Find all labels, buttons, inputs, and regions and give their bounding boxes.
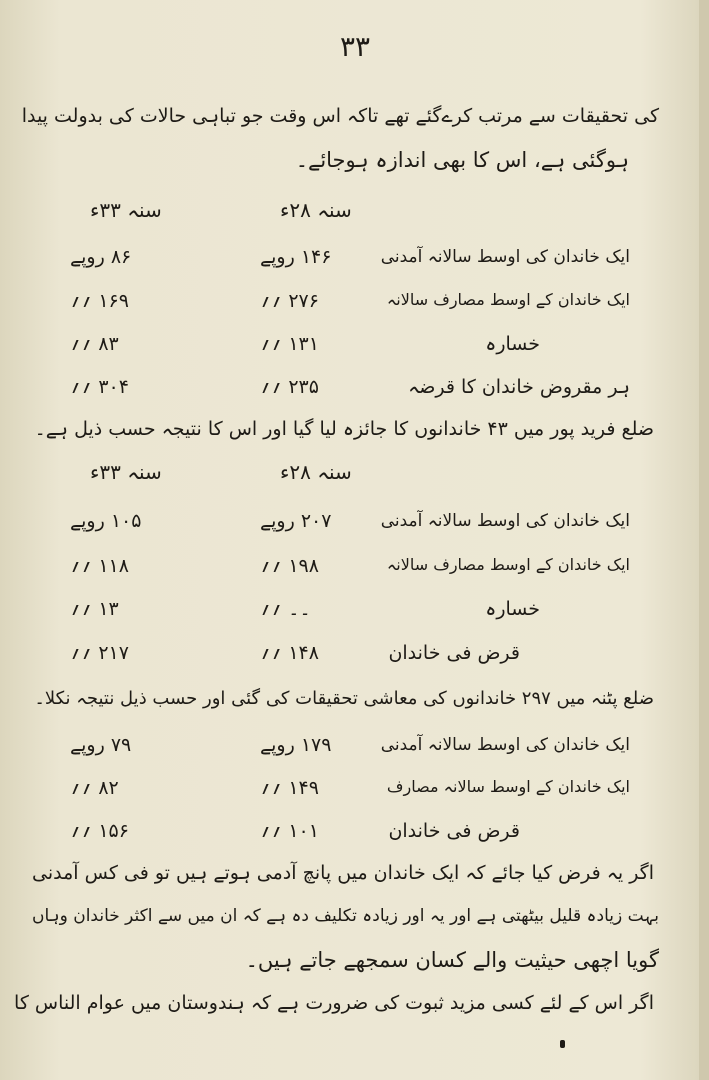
faridpur-paragraph: ضلع فرید پور میں ۴۳ خاندانوں کا جائزہ لیا گیا اور اس کا نتیجہ حسب ذیل ہے۔	[34, 418, 654, 440]
value-33: ۱۵۶ ؍؍	[70, 820, 129, 842]
value-28: ۔۔ ؍؍	[260, 598, 311, 620]
intro-line-1: کی تحقیقات سے مرتب کرےگئے تھے تاکہ اس وقت جو تباہی حالات کی بدولت پیدا	[21, 105, 659, 127]
closing-line-2: بہت زیادہ قلیل بیٹھتی ہے اور یہ اور زیادہ تکلیف دہ ہے کہ ان میں سے اکثر خاندان وہاں	[31, 906, 659, 926]
row-label: خسارہ	[485, 333, 540, 355]
header-year-28: سنہ ۲۸ء	[280, 460, 352, 484]
value-28: ۲۳۵ ؍؍	[260, 376, 319, 398]
table-row	[70, 732, 630, 764]
patna-paragraph: ضلع پٹنہ میں ۲۹۷ خاندانوں کی معاشی تحقیقات کی گئی اور حسب ذیل نتیجہ نکلا۔	[34, 688, 654, 709]
table-row	[70, 288, 630, 320]
row-label: ایک خاندان کی اوسط سالانہ آمدنی	[380, 511, 630, 531]
row-label: ایک خاندان کی اوسط سالانہ آمدنی	[380, 247, 630, 267]
value-33: ۸۲ ؍؍	[70, 777, 119, 799]
value-33: ۸۳ ؍؍	[70, 333, 119, 355]
row-label: ایک خاندان کی اوسط سالانہ آمدنی	[380, 735, 630, 755]
value-33: ۱۰۵ روپے	[70, 510, 142, 532]
closing-line-1: اگر یہ فرض کیا جائے کہ ایک خاندان میں پانچ آدمی ہوتے ہیں تو فی کس آمدنی	[32, 862, 654, 884]
table-row	[70, 374, 630, 406]
table1-headers	[90, 198, 390, 228]
value-33: ۷۹ روپے	[70, 734, 132, 756]
closing-line-4: اگر اس کے لئے کسی مزید ثبوت کی ضرورت ہے کہ ہندوستان میں عوام الناس کا	[14, 992, 654, 1014]
value-28: ۲۷۶ ؍؍	[260, 290, 319, 312]
value-33: ۱۱۸ ؍؍	[70, 555, 129, 577]
page-number: ۳۳	[339, 30, 371, 63]
table-row	[70, 508, 630, 540]
value-33: ۱۳ ؍؍	[70, 598, 119, 620]
table-row	[70, 775, 630, 807]
header-year-33: سنہ ۳۳ء	[90, 460, 162, 484]
row-label: قرض فی خاندان	[388, 820, 520, 842]
intro-line-2: ہوگئی ہے، اس کا بھی اندازہ ہوجائے۔	[295, 148, 629, 172]
value-28: ۲۰۷ روپے	[260, 510, 332, 532]
ink-mark	[560, 1040, 565, 1048]
row-label: ایک خاندان کے اوسط سالانہ مصارف	[386, 777, 630, 796]
value-28: ۱۴۶ روپے	[260, 246, 332, 268]
table-row	[70, 818, 630, 850]
table-row	[70, 244, 630, 276]
value-28: ۱۷۹ روپے	[260, 734, 332, 756]
page-edge	[699, 0, 709, 1080]
row-label: ایک خاندان کے اوسط مصارف سالانہ	[386, 290, 630, 309]
value-28: ۱۳۱ ؍؍	[260, 333, 319, 355]
table2-headers	[90, 460, 390, 490]
closing-line-3: گویا اچھی حیثیت والے کسان سمجھے جاتے ہیں۔	[245, 948, 659, 972]
value-33: ۲۱۷ ؍؍	[70, 642, 129, 664]
row-label: ہر مقروض خاندان کا قرضہ	[408, 376, 630, 398]
value-28: ۱۴۸ ؍؍	[260, 642, 319, 664]
value-28: ۱۹۸ ؍؍	[260, 555, 319, 577]
table-row	[70, 331, 630, 363]
value-33: ۱۶۹ ؍؍	[70, 290, 129, 312]
table-row	[70, 640, 630, 672]
value-28: ۱۰۱ ؍؍	[260, 820, 319, 842]
value-33: ۳۰۴ ؍؍	[70, 376, 129, 398]
table-row	[70, 553, 630, 585]
value-33: ۸۶ روپے	[70, 246, 132, 268]
value-28: ۱۴۹ ؍؍	[260, 777, 319, 799]
header-year-33: سنہ ۳۳ء	[90, 198, 162, 222]
header-year-28: سنہ ۲۸ء	[280, 198, 352, 222]
row-label: خسارہ	[485, 598, 540, 620]
row-label: قرض فی خاندان	[388, 642, 520, 664]
table-row	[70, 596, 630, 628]
row-label: ایک خاندان کے اوسط مصارف سالانہ	[386, 555, 630, 574]
